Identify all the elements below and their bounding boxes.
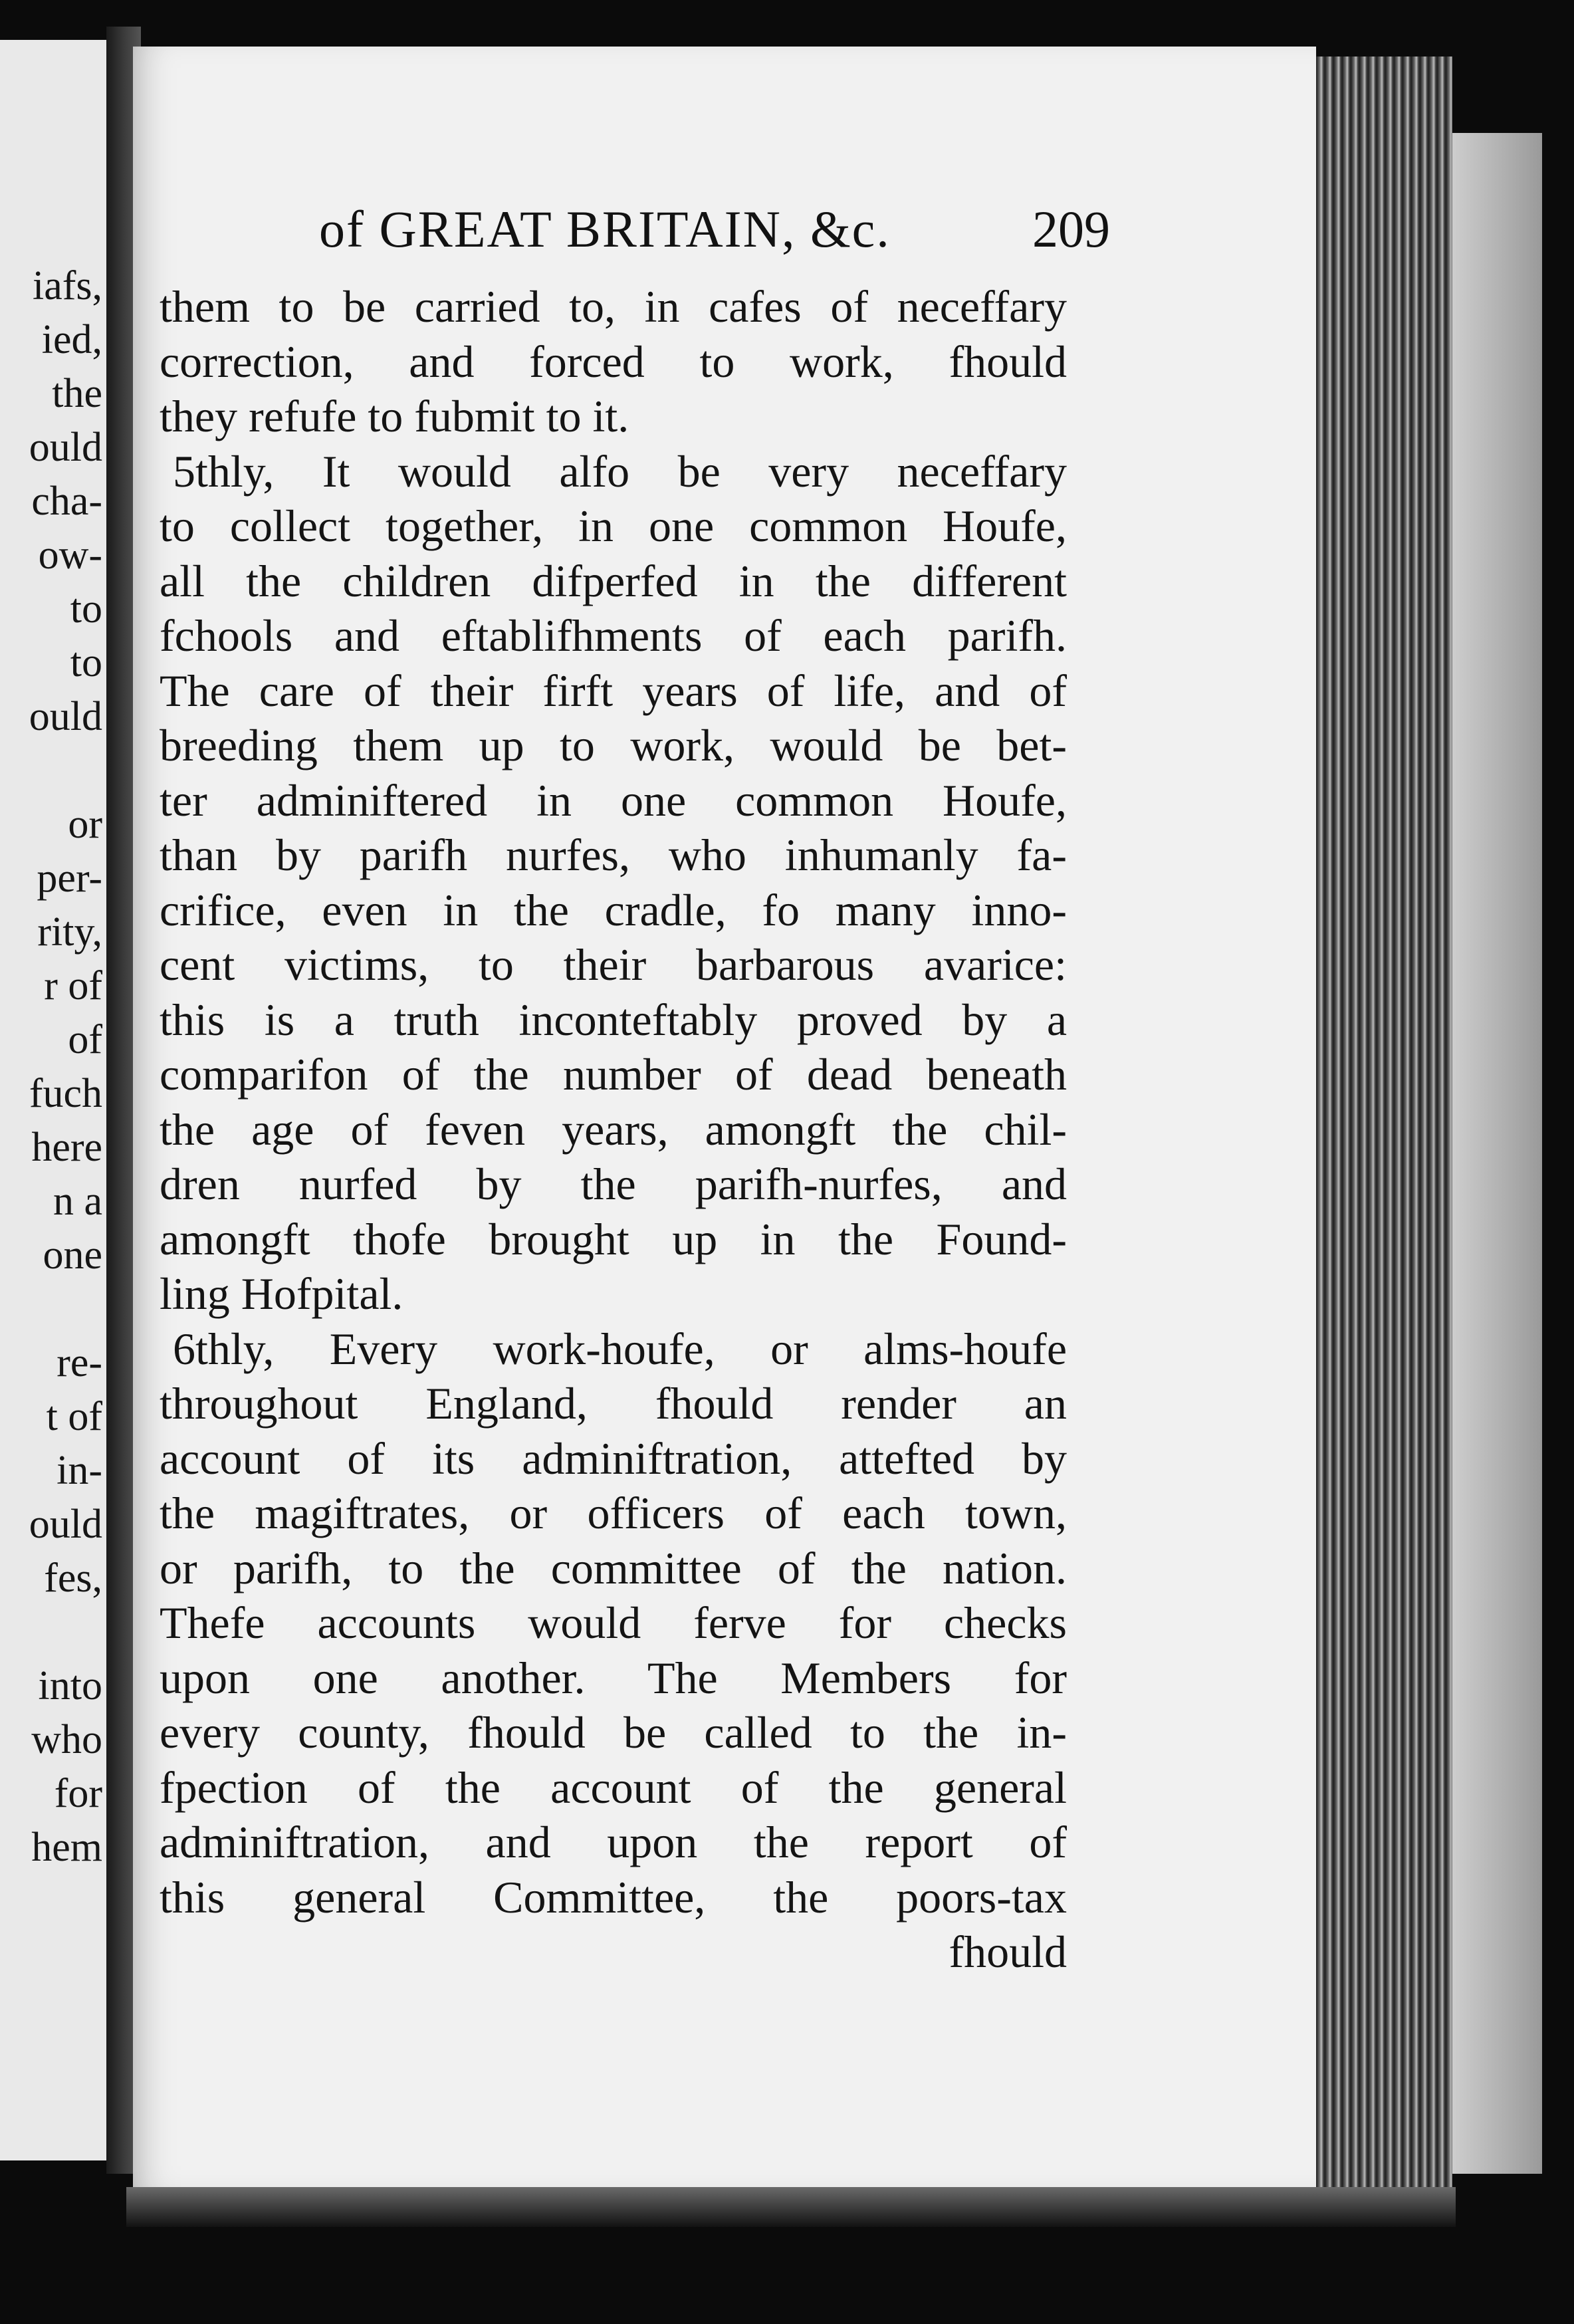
facing-line: fes, bbox=[44, 1556, 102, 1601]
facing-line: here bbox=[31, 1125, 102, 1170]
text-line: Thefe accounts would ferve for checks bbox=[160, 1597, 1067, 1648]
text-line: adminiftration, and upon the report of bbox=[160, 1817, 1067, 1867]
text-line: account of its adminiftration, attefted by bbox=[160, 1433, 1067, 1484]
facing-line: or bbox=[68, 802, 102, 847]
body-text bbox=[160, 279, 1067, 1980]
text-line: fpection of the account of the general bbox=[160, 1762, 1067, 1813]
text-line: the magiftrates, or officers of each town, bbox=[160, 1488, 1067, 1538]
facing-line: for bbox=[54, 1771, 102, 1816]
text-line: The care of their firft years of life, and of bbox=[160, 665, 1067, 716]
page-fore-edge bbox=[1299, 57, 1452, 2204]
text-line: all the children difperfed in the different bbox=[160, 555, 1067, 606]
text-line: breeding them up to work, would be bet- bbox=[160, 720, 1067, 770]
text-line: throughout England, fhould render an bbox=[160, 1378, 1067, 1429]
page-edge-outer bbox=[1449, 133, 1542, 2174]
catchword: fhould bbox=[949, 1926, 1067, 1977]
facing-line: fuch bbox=[29, 1071, 102, 1116]
facing-line: ow- bbox=[38, 532, 102, 578]
facing-line: re- bbox=[56, 1340, 102, 1385]
facing-line: t of bbox=[46, 1394, 102, 1439]
facing-line: into bbox=[38, 1663, 102, 1708]
text-line: correction, and forced to work, fhould bbox=[160, 336, 1067, 387]
text-line: every county, fhould be called to the in- bbox=[160, 1707, 1067, 1758]
facing-line: one bbox=[43, 1232, 102, 1278]
text-line: comparifon of the number of dead beneath bbox=[160, 1049, 1067, 1100]
facing-line: iafs, bbox=[32, 263, 102, 308]
text-line: 6thly, Every work-houfe, or alms-houfe bbox=[173, 1323, 1067, 1374]
facing-line bbox=[3, 744, 102, 798]
text-line: ter adminiftered in one common Houfe, bbox=[160, 774, 1067, 826]
facing-line: ould bbox=[29, 694, 102, 739]
facing-line: r of bbox=[44, 963, 102, 1008]
text-line: dren nurfed by the parifh-nurfes, and bbox=[160, 1159, 1067, 1209]
text-line: this is a truth inconteftably proved by a bbox=[160, 994, 1067, 1045]
facing-line: cha- bbox=[31, 479, 102, 524]
facing-page-text bbox=[3, 259, 102, 1875]
text-line: cent victims, to their barbarous avarice: bbox=[160, 939, 1067, 990]
facing-line: who bbox=[31, 1717, 102, 1762]
text-line: upon one another. The Members for bbox=[160, 1652, 1067, 1703]
facing-line bbox=[3, 1605, 102, 1659]
text-line: them to be carried to, in cafes of neceffary bbox=[160, 281, 1067, 332]
text-line: the age of feven years, amongft the chil- bbox=[160, 1104, 1067, 1155]
text-line: ling Hofpital. bbox=[160, 1268, 403, 1319]
text-line: than by parifh nurfes, who inhumanly fa- bbox=[160, 830, 1067, 880]
text-line: crifice, even in the cradle, fo many inno- bbox=[160, 884, 1067, 935]
text-line: they refufe to fubmit to it. bbox=[160, 391, 629, 441]
running-head bbox=[133, 193, 1110, 266]
facing-line: hem bbox=[31, 1825, 102, 1870]
text-line: fchools and eftablifhments of each parifh. bbox=[160, 610, 1067, 661]
page-number: 209 bbox=[1032, 200, 1110, 258]
facing-line: of bbox=[68, 1017, 102, 1062]
facing-line: per- bbox=[37, 856, 102, 901]
facing-line: n a bbox=[53, 1179, 102, 1224]
facing-page bbox=[0, 40, 110, 2160]
facing-line: ould bbox=[29, 425, 102, 470]
running-title: of GREAT BRITAIN, &c. bbox=[319, 200, 891, 258]
text-line: amongft thofe brought up in the Found- bbox=[160, 1213, 1067, 1264]
facing-line: the bbox=[52, 371, 102, 416]
page-bottom-shadow bbox=[126, 2187, 1456, 2227]
text-line: 5thly, It would alfo be very neceffary bbox=[173, 445, 1067, 497]
facing-line: to bbox=[70, 586, 102, 632]
text-line: or parifh, to the committee of the nation. bbox=[160, 1542, 1067, 1593]
facing-line: rity, bbox=[37, 909, 102, 955]
facing-line: in- bbox=[56, 1448, 102, 1493]
text-line: to collect together, in one common Houfe, bbox=[160, 501, 1067, 551]
text-line: this general Committee, the poors-tax bbox=[160, 1871, 1067, 1922]
facing-line: to bbox=[70, 640, 102, 685]
facing-line: ould bbox=[29, 1502, 102, 1547]
facing-line: ied, bbox=[41, 317, 102, 362]
facing-line bbox=[3, 1282, 102, 1336]
